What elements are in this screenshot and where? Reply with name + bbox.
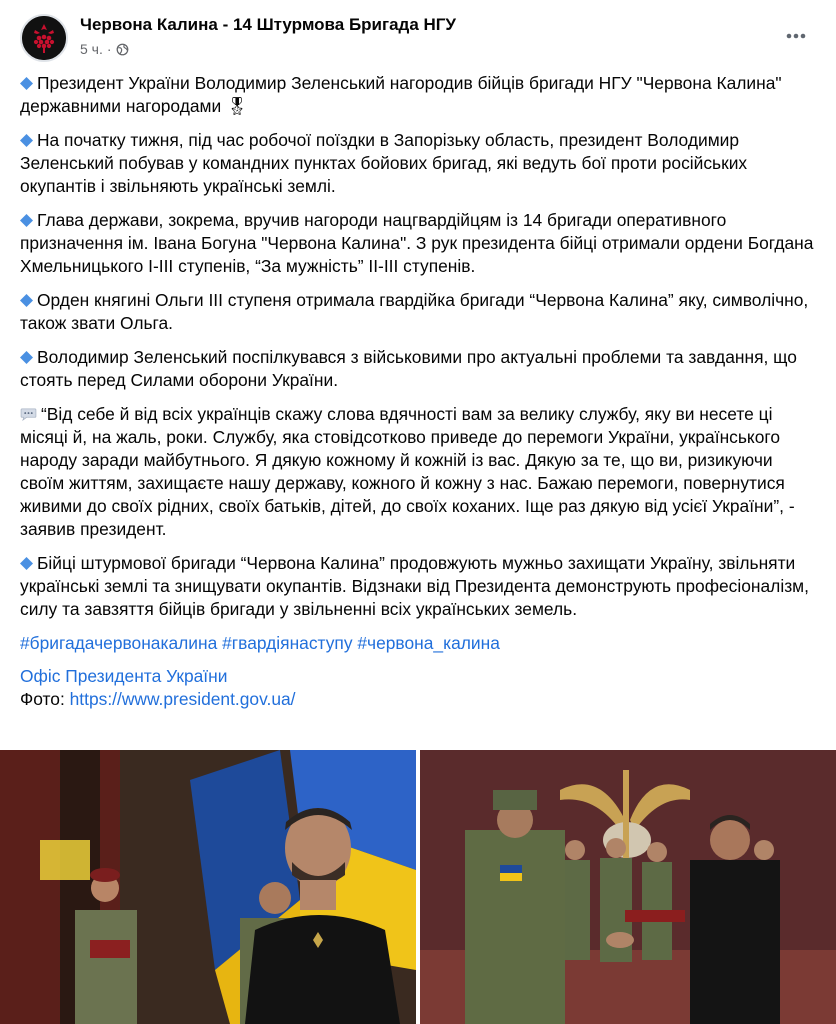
post-photo-left[interactable] xyxy=(0,750,416,1024)
paragraph-text: Президент України Володимир Зеленський нагородив бійців бригади НГУ "Червона Калина" державними нагородами 🎖 xyxy=(20,73,782,116)
page-name-link[interactable]: Червона Калина - 14 Штурмова Бригада НГУ xyxy=(80,15,457,34)
blue-diamond-icon xyxy=(20,351,33,364)
blue-diamond-icon xyxy=(20,77,33,90)
paragraph-text: “Від себе й від всіх українців скажу слова вдячності вам за велику службу, яку ви несете ці місяці й, на жаль, роки. Службу, яка стовідсотково приведе до перемоги України, українського народу заради майбутнього. Я дякую кожному й кожній із вас. Дякую за те, що ви, ризикуючи своїм життям, захищаєте нашу державу, кожного й кожну з нас. Бажаю перемоги, повернутися живими до своїх рідних, своїх батьків, дітей, до своїх коханих. Іще раз дякую від усієї України”, - заявив президент. xyxy=(20,404,795,539)
more-horizontal-icon xyxy=(782,22,810,50)
post-body xyxy=(20,72,820,711)
photo-label: Фото: xyxy=(20,689,70,709)
speech-bubble-icon xyxy=(20,408,37,421)
blue-diamond-icon xyxy=(20,557,33,570)
post-paragraph xyxy=(20,209,820,278)
page-avatar[interactable] xyxy=(20,14,68,62)
post-paragraph xyxy=(20,129,820,198)
photo-zelensky-standing xyxy=(0,750,416,1024)
paragraph-text: Орден княгині Ольги III ступеня отримала гвардійка бригади “Червона Калина” яку, символічно, також звати Ольга. xyxy=(20,290,809,333)
post-paragraph xyxy=(20,346,820,392)
globe-icon[interactable] xyxy=(116,43,129,56)
post-quote-paragraph xyxy=(20,403,820,541)
hashtag-link[interactable]: #гвардіянаступу xyxy=(222,633,353,653)
paragraph-text: Бійці штурмової бригади “Червона Калина” продовжують мужньо захищати Україну, звільняти українські землі та знищувати окупантів. Відзнаки від Президента демонструють професіоналізм, силу та завзяття бійців бригади у звільненні всіх українських земель. xyxy=(20,553,809,619)
hashtag-link[interactable]: #бригадачервонакалина xyxy=(20,633,218,653)
post-paragraph xyxy=(20,72,820,118)
blue-diamond-icon xyxy=(20,214,33,227)
post-paragraph xyxy=(20,552,820,621)
photo-award-ceremony xyxy=(420,750,836,1024)
office-link[interactable]: Офіс Президента України xyxy=(20,666,228,686)
blue-diamond-icon xyxy=(20,294,33,307)
blue-diamond-icon xyxy=(20,134,33,147)
post-meta xyxy=(80,41,129,57)
post-paragraph xyxy=(20,289,820,335)
paragraph-text: Володимир Зеленський поспілкувався з військовими про актуальні проблеми та завдання, що стоять перед Силами оборони України. xyxy=(20,347,797,390)
post-photos xyxy=(0,750,836,1024)
photo-source-link[interactable]: https://www.president.gov.ua/ xyxy=(69,689,296,709)
post-time-link[interactable]: 5 ч. xyxy=(80,41,103,57)
meta-separator: · xyxy=(106,41,112,57)
more-options-button[interactable] xyxy=(782,22,810,50)
red-viburnum-logo-icon xyxy=(22,16,66,60)
paragraph-text: Глава держави, зокрема, вручив нагороди нацгвардійцям із 14 бригади оперативного призначення ім. Івана Богуна "Червона Калина". З рук президента бійці отримали ордени Богдана Хмельницького I-III ступенів, “За мужність” II-III ступенів. xyxy=(20,210,814,276)
hashtag-link[interactable]: #червона_калина xyxy=(357,633,500,653)
post-photo-right[interactable] xyxy=(420,750,836,1024)
hashtag-line xyxy=(20,632,820,655)
credits xyxy=(20,665,820,711)
paragraph-text: На початку тижня, під час робочої поїздки в Запорізьку область, президент Володимир Зеленський побував у командних пунктах бойових бригад, які ведуть бої проти російських окупантів і звільняють українські землі. xyxy=(20,130,748,196)
post-header xyxy=(0,0,836,72)
